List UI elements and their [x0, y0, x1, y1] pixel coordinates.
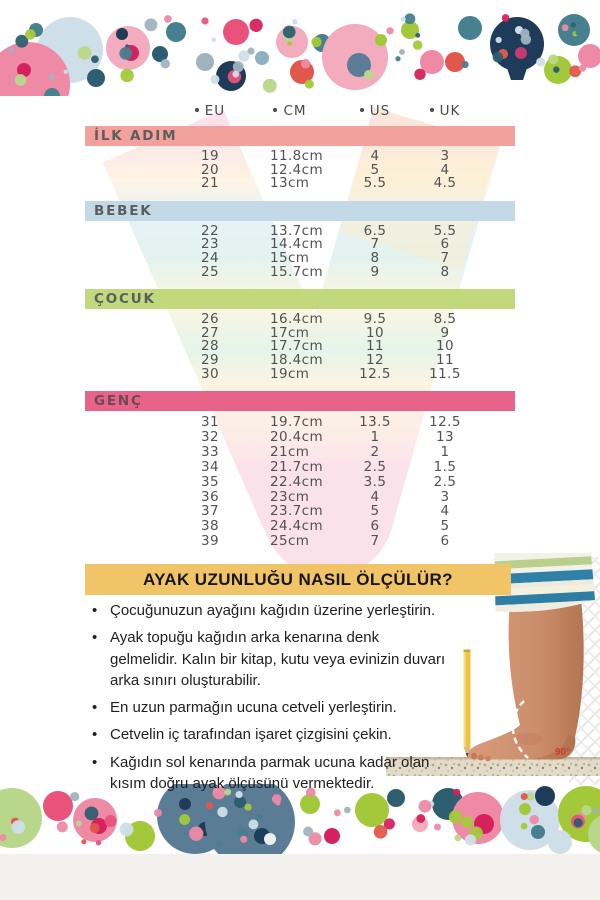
cell-cm: 15.7cm: [270, 263, 324, 280]
size-row: [85, 177, 515, 191]
size-row: [85, 445, 515, 460]
cell-uk: 1.5: [433, 458, 457, 475]
cell-uk: 5.5: [433, 222, 457, 239]
cell-us: 12.5: [359, 365, 391, 382]
cell-cm: 14.4cm: [270, 236, 324, 253]
cell-uk: 5: [440, 518, 450, 535]
size-row: [85, 365, 515, 382]
cell-cm: 19.7cm: [270, 414, 324, 431]
cell-us: 13.5: [359, 414, 391, 431]
cell-uk: 12.5: [429, 414, 461, 431]
cell-cm: 23.7cm: [270, 503, 324, 520]
size-row: [85, 490, 515, 505]
cell-cm: 21.7cm: [270, 458, 324, 475]
cell-us: 6: [370, 518, 380, 535]
cell-eu: 34: [201, 458, 219, 475]
section-header-1: İLK ADIM: [85, 126, 515, 146]
cell-eu: 24: [201, 249, 219, 266]
cell-uk: 8.5: [433, 311, 457, 328]
cell-eu: 33: [201, 443, 219, 460]
size-table-body: [85, 126, 515, 551]
cell-eu: 29: [201, 351, 219, 368]
cell-eu: 30: [201, 365, 219, 382]
size-row: [85, 415, 515, 430]
bullet-dot-icon: [273, 108, 277, 112]
column-header-uk: UK: [410, 103, 480, 119]
baby-leg: [467, 599, 584, 761]
cell-cm: 23cm: [270, 488, 310, 505]
instruction-item: • Çocuğunuzun ayağını kağıdın üzerine yerleştirin.: [88, 600, 450, 621]
section-rows: [85, 221, 515, 281]
cell-uk: 2.5: [433, 473, 457, 490]
size-row: [85, 504, 515, 519]
cell-eu: 39: [201, 533, 219, 550]
cell-cm: 17cm: [270, 324, 310, 341]
size-row: [85, 519, 515, 534]
cell-us: 7: [370, 533, 380, 550]
measure-title: AYAK UZUNLUĞU NASIL ÖLÇÜLÜR?: [143, 569, 453, 589]
cell-us: 8: [370, 249, 380, 266]
cell-uk: 11.5: [429, 365, 461, 382]
instruction-item: • En uzun parmağın ucuna cetveli yerleştirin.: [88, 697, 450, 718]
footer-background: [0, 854, 600, 900]
cell-uk: 4: [440, 161, 450, 178]
cell-cm: 21cm: [270, 443, 310, 460]
cell-us: 2: [370, 443, 380, 460]
cell-eu: 21: [201, 175, 219, 192]
section-header-3: ÇOCUK: [85, 289, 515, 309]
cell-uk: 4.5: [433, 175, 457, 192]
pencil-icon: [464, 650, 471, 758]
cell-eu: 20: [201, 161, 219, 178]
column-headers: [85, 98, 515, 124]
cell-eu: 32: [201, 429, 219, 446]
cell-eu: 28: [201, 338, 219, 355]
cell-us: 1: [370, 429, 380, 446]
bullet-dot-icon: [430, 108, 434, 112]
section-rows: [85, 411, 515, 551]
cell-eu: 26: [201, 311, 219, 328]
section-rows: [85, 309, 515, 383]
cell-us: 10: [366, 324, 384, 341]
cell-uk: 10: [436, 338, 454, 355]
cell-uk: 4: [440, 503, 450, 520]
cell-cm: 17.7cm: [270, 338, 324, 355]
top-dots-decoration: [0, 8, 600, 96]
column-header-eu: EU: [180, 103, 240, 119]
cell-uk: 1: [440, 443, 450, 460]
cell-eu: 35: [201, 473, 219, 490]
cell-us: 9.5: [363, 311, 387, 328]
cell-cm: 13.7cm: [270, 222, 324, 239]
cell-uk: 6: [440, 533, 450, 550]
cell-us: 6.5: [363, 222, 387, 239]
cell-uk: 13: [436, 429, 454, 446]
cell-us: 11: [366, 338, 384, 355]
cell-us: 5.5: [363, 175, 387, 192]
cell-uk: 7: [440, 249, 450, 266]
cell-uk: 11: [436, 351, 454, 368]
instruction-item: • Ayak topuğu kağıdın arka kenarına denk gelmelidir. Kalın bir kitap, kutu veya evinizin duvarı arka sınırı oluşturabilir.: [88, 627, 450, 691]
cell-us: 4: [370, 488, 380, 505]
section-rows: [85, 146, 515, 193]
column-header-cm: CM: [240, 103, 340, 119]
cell-cm: 24.4cm: [270, 518, 324, 535]
cell-uk: 3: [440, 148, 450, 164]
cell-eu: 22: [201, 222, 219, 239]
column-header-us: US: [340, 103, 410, 119]
instructions-list: [88, 600, 450, 800]
cell-cm: 15cm: [270, 249, 310, 266]
size-chart: [85, 98, 515, 551]
cell-us: 2.5: [363, 458, 387, 475]
cell-us: 3.5: [363, 473, 387, 490]
section-header-2: BEBEK: [85, 201, 515, 221]
size-row: [85, 263, 515, 280]
cell-us: 12: [366, 351, 384, 368]
angle-label: 90°: [555, 747, 571, 758]
cell-cm: 13cm: [270, 175, 310, 192]
cell-eu: 37: [201, 503, 219, 520]
cell-us: 4: [370, 148, 380, 164]
bullet-dot-icon: [195, 108, 199, 112]
cell-cm: 19cm: [270, 365, 310, 382]
size-row: [85, 475, 515, 490]
cell-uk: 3: [440, 488, 450, 505]
size-row: [85, 430, 515, 445]
cell-eu: 23: [201, 236, 219, 253]
size-row: [85, 460, 515, 475]
cell-cm: 11.8cm: [270, 148, 324, 164]
section-header-4: GENÇ: [85, 391, 515, 411]
cell-cm: 22.4cm: [270, 473, 324, 490]
cell-uk: 6: [440, 236, 450, 253]
cell-cm: 25cm: [270, 533, 310, 550]
cell-eu: 27: [201, 324, 219, 341]
cell-us: 5: [370, 503, 380, 520]
cell-uk: 9: [440, 324, 450, 341]
size-row: [85, 534, 515, 549]
cell-cm: 18.4cm: [270, 351, 324, 368]
cell-eu: 38: [201, 518, 219, 535]
cell-cm: 16.4cm: [270, 311, 324, 328]
measure-title-bar: [85, 564, 511, 595]
cell-eu: 36: [201, 488, 219, 505]
cell-uk: 8: [440, 263, 450, 280]
instruction-item: • Cetvelin iç tarafından işaret çizgisini çekin.: [88, 724, 450, 745]
cell-eu: 25: [201, 263, 219, 280]
instruction-item: • Kağıdın sol kenarında parmak ucuna kadar olan kısım doğru ayak ölçüsünü vermektedir.: [88, 752, 450, 795]
cell-eu: 31: [201, 414, 219, 431]
bullet-dot-icon: [360, 108, 364, 112]
cell-eu: 19: [201, 148, 219, 164]
cell-us: 9: [370, 263, 380, 280]
cell-cm: 12.4cm: [270, 161, 324, 178]
cell-us: 5: [370, 161, 380, 178]
cell-us: 7: [370, 236, 380, 253]
cell-cm: 20.4cm: [270, 429, 324, 446]
